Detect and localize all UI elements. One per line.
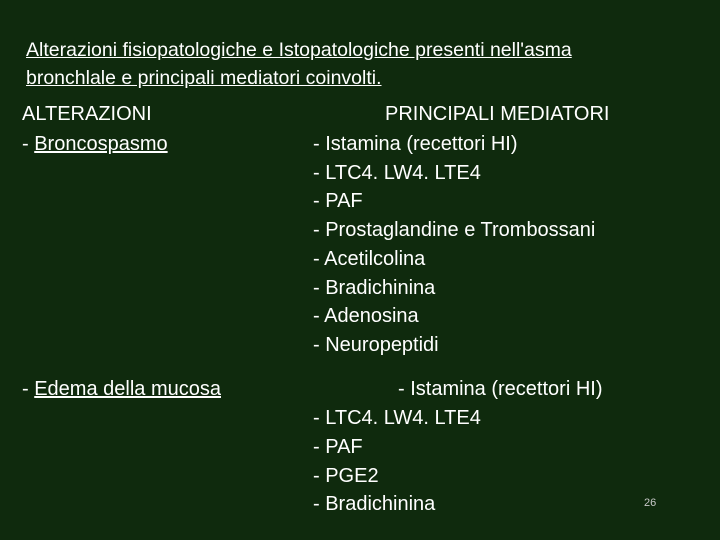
mediator-item: - PAF <box>313 436 363 458</box>
mediator-item: - Istamina (recettori HI) <box>313 133 518 155</box>
mediator-item: - LTC4. LW4. LTE4 <box>313 407 481 429</box>
mediator-item: - Acetilcolina <box>313 247 426 270</box>
header-alterazioni: ALTERAZIONI <box>22 103 152 125</box>
alteration-label: Edema della mucosa <box>34 378 221 400</box>
alteration-label: Broncospasmo <box>34 133 168 155</box>
mediator-item: - Bradichinina <box>313 493 436 515</box>
mediator-item: - Prostaglandine e Trombossani <box>313 219 596 242</box>
mediator-item: - LTC4. LW4. LTE4 <box>313 161 481 184</box>
mediator-item: - Adenosina <box>313 305 419 328</box>
mediator-item: - Bradichinina <box>313 276 436 299</box>
page-number: 26 <box>644 497 657 509</box>
mediator-item: - PAF <box>313 190 363 213</box>
alteration-broncospasmo <box>22 130 168 159</box>
alteration-edema-della-mucosa <box>22 375 221 404</box>
header-principali-mediatori: PRINCIPALI MEDIATORI <box>385 103 610 125</box>
slide-title-line-1: Alterazioni fisiopatologiche e Istopatologiche presenti nell'asma <box>26 39 572 61</box>
mediator-item: - Neuropeptidi <box>313 333 439 356</box>
slide-title-line-2: bronchlale e principali mediatori coinvolti. <box>26 67 382 89</box>
alteration-dash: - <box>22 133 35 155</box>
mediator-item: - Istamina (recettori HI) <box>398 378 603 400</box>
mediator-item: - PGE2 <box>313 465 379 487</box>
alteration-dash: - <box>22 378 35 400</box>
